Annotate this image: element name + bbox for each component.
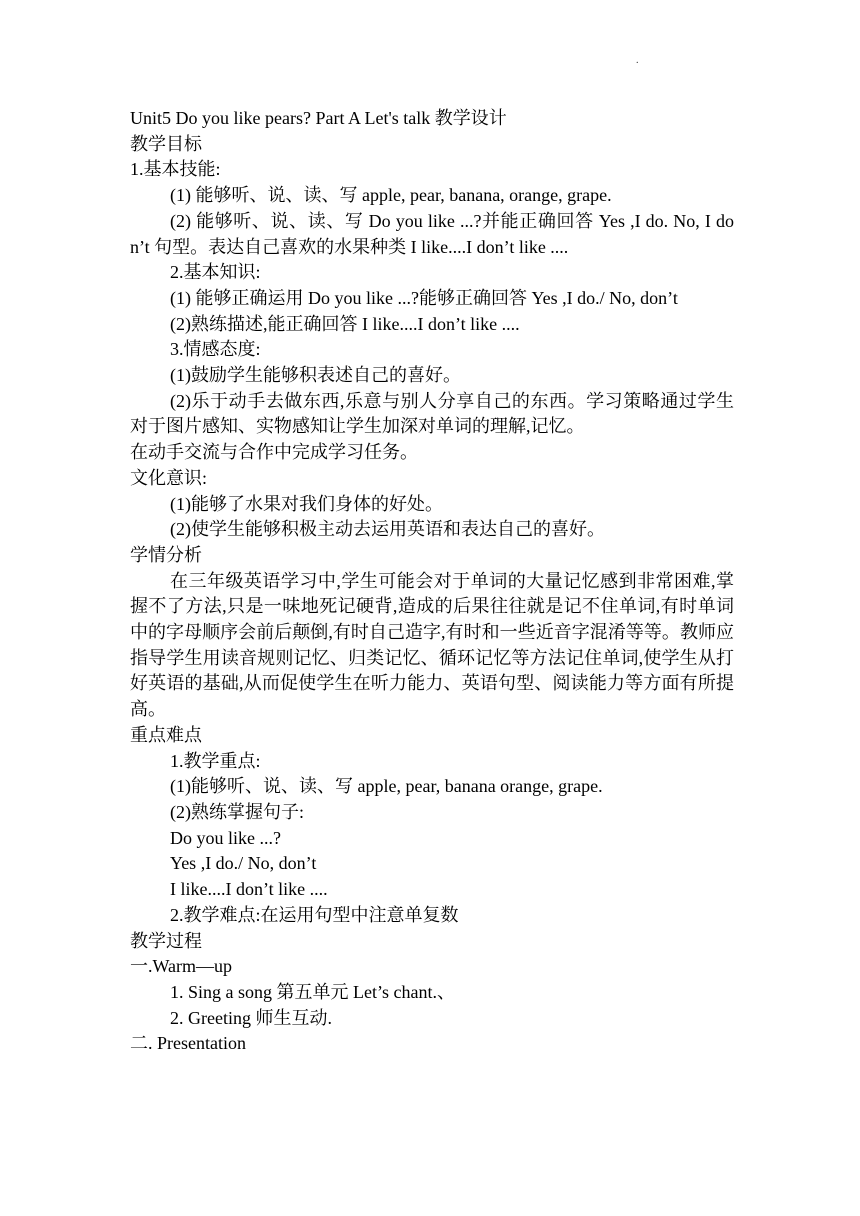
presentation-heading: 二. Presentation [130,1033,246,1054]
knowledge-heading: 2.基本知识: [170,262,261,283]
skill-item-2: (2) 能够听、说、读、写 Do you like ...?并能正确回答 Yes ,I do. No, I don’t 句型。表达自己喜欢的水果种类 I like....I don’t like .... [130,210,734,257]
difficulty-item: 2.教学难点:在运用句型中注意单复数 [170,904,459,925]
objectives-heading: 教学目标 [130,133,202,154]
knowledge-item-2: (2)熟练描述,能正确回答 I like....I don’t like .... [170,313,520,334]
analysis-body: 在三年级英语学习中,学生可能会对于单词的大量记忆感到非常困难,掌握不了方法,只是一味地死记硬背,造成的后果往往就是记不住单词,有时单词中的字母顺序会前后颠倒,有时自己造字,有时和一些近音字混淆等等。教师应指导学生用读音规则记忆、归类记忆、循环记忆等方法记住单词,使学生从打好英语的基础,从而促使学生在听力能力、英语句型、阅读能力等方面有所提高。 [130,570,734,720]
culture-heading: 文化意识: [130,467,208,488]
analysis-heading: 学情分析 [130,544,202,565]
focus-item-2: (2)熟练掌握句子: [170,801,304,822]
attitude-item-3: 在动手交流与合作中完成学习任务。 [130,442,418,463]
focus-item-1: (1)能够听、说、读、写 apple, pear, banana orange, grape. [170,776,603,797]
knowledge-item-1: (1) 能够正确运用 Do you like ...?能够正确回答 Yes ,I do./ No, don’t [170,287,678,308]
culture-item-2: (2)使学生能够积极主动去运用英语和表达自己的喜好。 [170,519,605,540]
warmup-item-1: 1. Sing a song 第五单元 Let’s chant.、 [170,981,455,1002]
document-title: Unit5 Do you like pears? Part A Let's talk 教学设计 [130,108,507,128]
attitude-item-2: (2)乐于动手去做东西,乐意与别人分享自己的东西。学习策略通过学生对于图片感知、实物感知让学生加深对单词的理解,记忆。 [130,390,734,437]
attitude-item-1: (1)鼓励学生能够积表述自己的喜好。 [170,365,461,386]
document-body [130,106,734,1057]
attitude-heading: 3.情感态度: [170,339,261,360]
sentence-item-1: Do you like ...? [170,827,281,848]
process-heading: 教学过程 [130,930,202,951]
warmup-item-2: 2. Greeting 师生互动. [170,1007,332,1028]
warmup-heading: 一.Warm—up [130,956,233,977]
key-points-heading: 重点难点 [130,724,202,745]
culture-item-1: (1)能够了水果对我们身体的好处。 [170,493,443,514]
sentence-item-3: I like....I don’t like .... [170,879,328,900]
focus-heading: 1.教学重点: [170,750,261,771]
sentence-item-2: Yes ,I do./ No, don’t [170,853,317,874]
corner-dot: . [636,55,639,66]
skills-heading: 1.基本技能: [130,159,221,180]
skill-item-1: (1) 能够听、说、读、写 apple, pear, banana, orange, grape. [170,185,612,206]
